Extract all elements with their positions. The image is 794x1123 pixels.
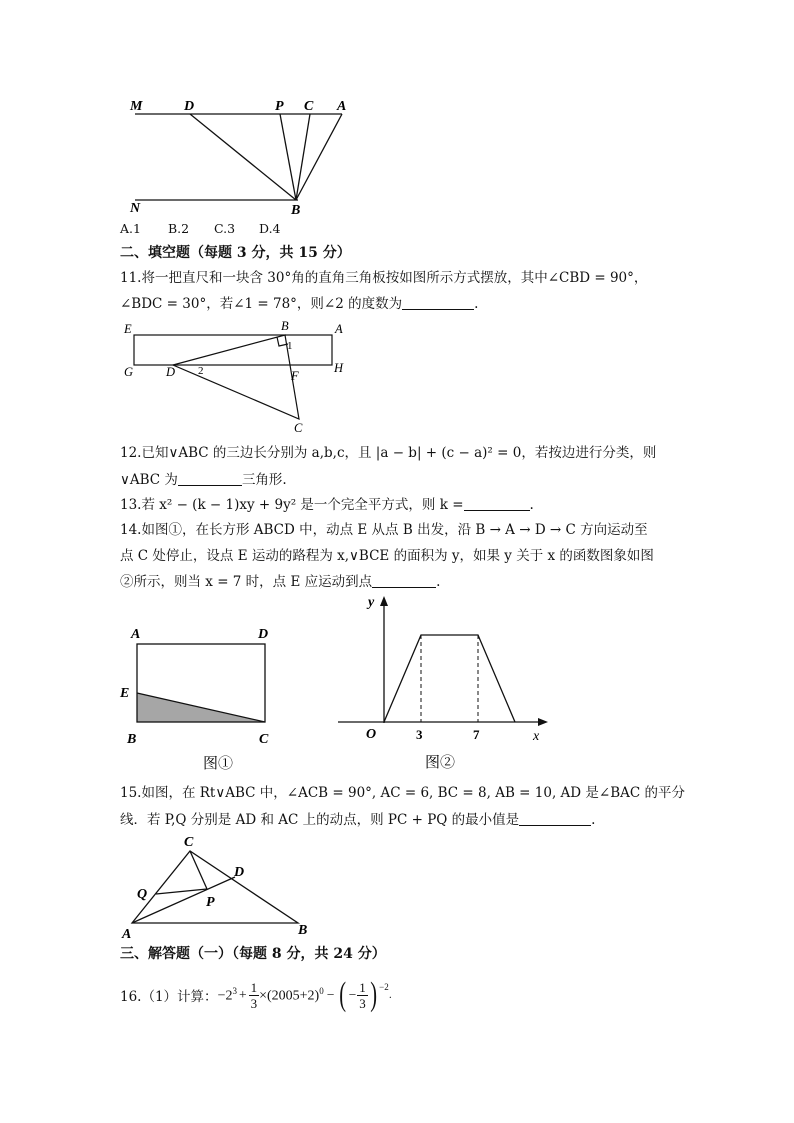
q11-text: ∠BDC = 30°，若∠1 = 78°，则∠2 的度数为 xyxy=(120,296,403,312)
label-q: Q xyxy=(137,887,148,902)
q13-line1 xyxy=(120,496,534,514)
q16-line1 xyxy=(120,972,392,1018)
q12-text: ∨ABC 为 xyxy=(120,472,178,488)
right-paren: ) xyxy=(370,976,377,1013)
q16-paren-term xyxy=(337,978,388,1012)
label-c: C xyxy=(259,732,269,747)
segment-db xyxy=(190,114,296,200)
option-a[interactable]: A.1 xyxy=(120,221,141,236)
q13-end: . xyxy=(529,497,534,513)
label-b: B xyxy=(281,319,289,333)
q14-text: ②所示，则当 x = 7 时，点 E 应运动到点 xyxy=(120,574,373,590)
label-p: P xyxy=(275,99,284,114)
triangle-bdc xyxy=(173,335,299,419)
q16-minus: − xyxy=(326,987,335,1002)
origin-label: O xyxy=(366,727,377,742)
x-axis-label: x xyxy=(533,729,540,744)
label-a: A xyxy=(335,322,343,336)
q14-line2: 点 C 处停止，设点 E 运动的路程为 x,∨BCE 的面积为 y，如果 y 关于 x 的函数图象如图 xyxy=(120,548,654,564)
label-e: E xyxy=(120,686,130,701)
figure-q14-rectangle xyxy=(115,620,285,780)
label-d: D xyxy=(166,365,176,379)
q14-line1: 14.如图①，在长方形 ABCD 中，动点 E 从点 B 出发，沿 B → A → D → C 方向运动至 xyxy=(120,522,648,538)
caption-figure-2: 图② xyxy=(425,755,456,771)
q16-exponent: −2 xyxy=(379,982,389,992)
label-a: A xyxy=(337,99,347,114)
option-c[interactable]: C.3 xyxy=(214,221,236,236)
tick-label-3: 3 xyxy=(416,727,423,742)
q15-line2 xyxy=(120,811,595,829)
q15-end: . xyxy=(591,812,596,828)
option-d[interactable]: D.4 xyxy=(259,221,281,236)
q13-answer-blank[interactable] xyxy=(464,496,530,511)
q13-text: 13.若 x² − (k − 1)xy + 9y² 是一个完全平方式，则 k = xyxy=(120,497,464,513)
angle-2-label: 2 xyxy=(198,365,204,377)
section-2-title: 二、填空题（每题 3 分，共 15 分） xyxy=(120,245,351,261)
figure-q10 xyxy=(120,95,360,220)
caption-figure-1: 图① xyxy=(203,756,234,772)
inner-denominator: 3 xyxy=(359,995,366,1011)
label-a: A xyxy=(131,627,141,642)
inner-numerator: 1 xyxy=(359,979,366,995)
label-n: N xyxy=(130,201,141,216)
q15-text: 线．若 P,Q 分别是 AD 和 AC 上的动点，则 PC + PQ 的最小值是 xyxy=(120,812,520,828)
label-m: M xyxy=(130,99,143,114)
left-paren: ( xyxy=(339,976,347,1013)
label-c: C xyxy=(304,99,314,114)
inner-sign: − xyxy=(348,987,357,1002)
segment-ad xyxy=(132,877,235,923)
q16-term1: $-2^3$ xyxy=(217,985,237,1004)
q10-options xyxy=(120,220,281,237)
q11-end: . xyxy=(474,296,479,312)
x-axis-arrow xyxy=(538,718,548,726)
tick-label-7: 7 xyxy=(473,727,480,742)
q11-line1: 11.将一把直尺和一块含 30°角的直角三角板按如图所示方式摆放，其中∠CBD = 90°， xyxy=(120,270,648,286)
q11-line2 xyxy=(120,295,478,313)
label-b: B xyxy=(298,923,308,938)
q16-prefix: 16.（1）计算： xyxy=(120,989,218,1005)
q14-end: . xyxy=(436,574,441,590)
q12-line2 xyxy=(120,471,287,489)
label-a: A xyxy=(122,927,132,942)
label-d: D xyxy=(234,865,245,880)
section-3-title: 三、解答题（一）（每题 8 分，共 24 分） xyxy=(120,946,386,962)
label-d: D xyxy=(258,627,269,642)
q11-answer-blank[interactable] xyxy=(402,295,474,310)
fraction-numerator: 1 xyxy=(250,979,258,995)
function-graph xyxy=(384,635,515,722)
label-c: C xyxy=(294,421,303,435)
label-f: F xyxy=(291,369,299,383)
q15-line1: 15.如图，在 Rt∨ABC 中，∠ACB = 90°, AC = 6, BC = 8, AB = 10, AD 是∠BAC 的平分 xyxy=(120,785,685,801)
label-g: G xyxy=(124,365,134,379)
label-b: B xyxy=(127,732,137,747)
label-p: P xyxy=(206,895,215,910)
label-h: H xyxy=(334,361,344,375)
q12-end: 三角形. xyxy=(241,472,287,488)
label-d: D xyxy=(184,99,195,114)
segment-pb xyxy=(280,114,296,200)
y-axis-arrow xyxy=(380,596,388,606)
q14-answer-blank[interactable] xyxy=(372,573,436,588)
q16-end: . xyxy=(388,989,392,1001)
figure-q11 xyxy=(118,318,354,438)
fraction-denominator: 3 xyxy=(250,995,258,1011)
label-b: B xyxy=(291,203,301,218)
q16-fraction xyxy=(249,980,260,1011)
angle-1-label: 1 xyxy=(287,340,293,352)
label-c: C xyxy=(184,835,194,850)
q12-line1: 12.已知∨ABC 的三边长分别为 a,b,c，且 |a − b| + (c − a)² = 0，若按边进行分类，则 xyxy=(120,445,657,461)
ruler xyxy=(134,335,332,365)
figure-q15 xyxy=(118,830,318,942)
y-axis-label: y xyxy=(368,595,375,610)
figure-q14-graph xyxy=(330,588,555,778)
q16-plus: + xyxy=(238,987,247,1002)
q12-answer-blank[interactable] xyxy=(178,471,242,486)
option-b[interactable]: B.2 xyxy=(168,221,190,236)
q15-answer-blank[interactable] xyxy=(519,811,591,826)
label-e: E xyxy=(124,322,132,336)
q16-times: $\times(2005+2)^0$ xyxy=(259,985,324,1004)
